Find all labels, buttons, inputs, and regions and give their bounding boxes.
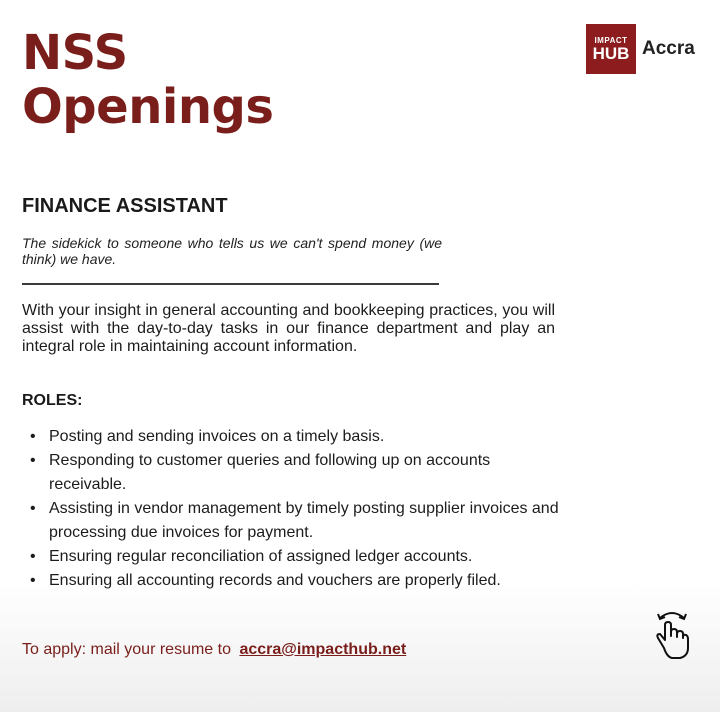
page-title xyxy=(22,26,273,134)
apply-text: To apply: mail your resume to xyxy=(22,641,231,658)
list-item xyxy=(30,497,570,545)
apply-line xyxy=(22,641,406,659)
role-text: Assisting in vendor management by timely posting supplier invoices and processing due invoices for payment. xyxy=(49,500,559,541)
role-text: Responding to customer queries and following up on accounts receivable. xyxy=(49,452,491,493)
job-tagline: The sidekick to someone who tells us we can't spend money (we think) we have. xyxy=(22,235,442,267)
list-item xyxy=(30,425,570,449)
job-description: With your insight in general accounting and bookkeeping practices, you will assist with the day-to-day tasks in our finance department and play an integral role in maintaining account information. xyxy=(22,302,555,355)
list-item xyxy=(30,449,570,497)
job-title: FINANCE ASSISTANT xyxy=(22,195,228,217)
list-item xyxy=(30,545,570,569)
bullet-icon: • xyxy=(30,452,36,469)
headline-line-1: NSS xyxy=(22,25,128,81)
bullet-icon: • xyxy=(30,548,36,565)
bullet-icon: • xyxy=(30,428,36,445)
headline-line-2: Openings xyxy=(22,79,274,135)
logo-mark xyxy=(586,24,636,74)
logo-big-text: HUB xyxy=(592,43,630,63)
list-item xyxy=(30,569,570,593)
roles-list xyxy=(30,425,570,593)
impact-hub-logo xyxy=(586,24,695,74)
email-link[interactable]: accra@impacthub.net xyxy=(239,641,407,658)
bullet-icon: • xyxy=(30,572,36,589)
bullet-icon: • xyxy=(30,500,36,517)
swipe-hand-icon xyxy=(650,608,694,662)
divider xyxy=(22,283,439,285)
role-text: Posting and sending invoices on a timely basis. xyxy=(49,428,385,445)
role-text: Ensuring all accounting records and vouchers are properly filed. xyxy=(49,572,501,589)
logo-small-text: IMPACT xyxy=(594,35,628,45)
roles-heading: ROLES: xyxy=(22,392,83,409)
logo-city-text: Accra xyxy=(642,38,695,59)
role-text: Ensuring regular reconciliation of assigned ledger accounts. xyxy=(49,548,473,565)
